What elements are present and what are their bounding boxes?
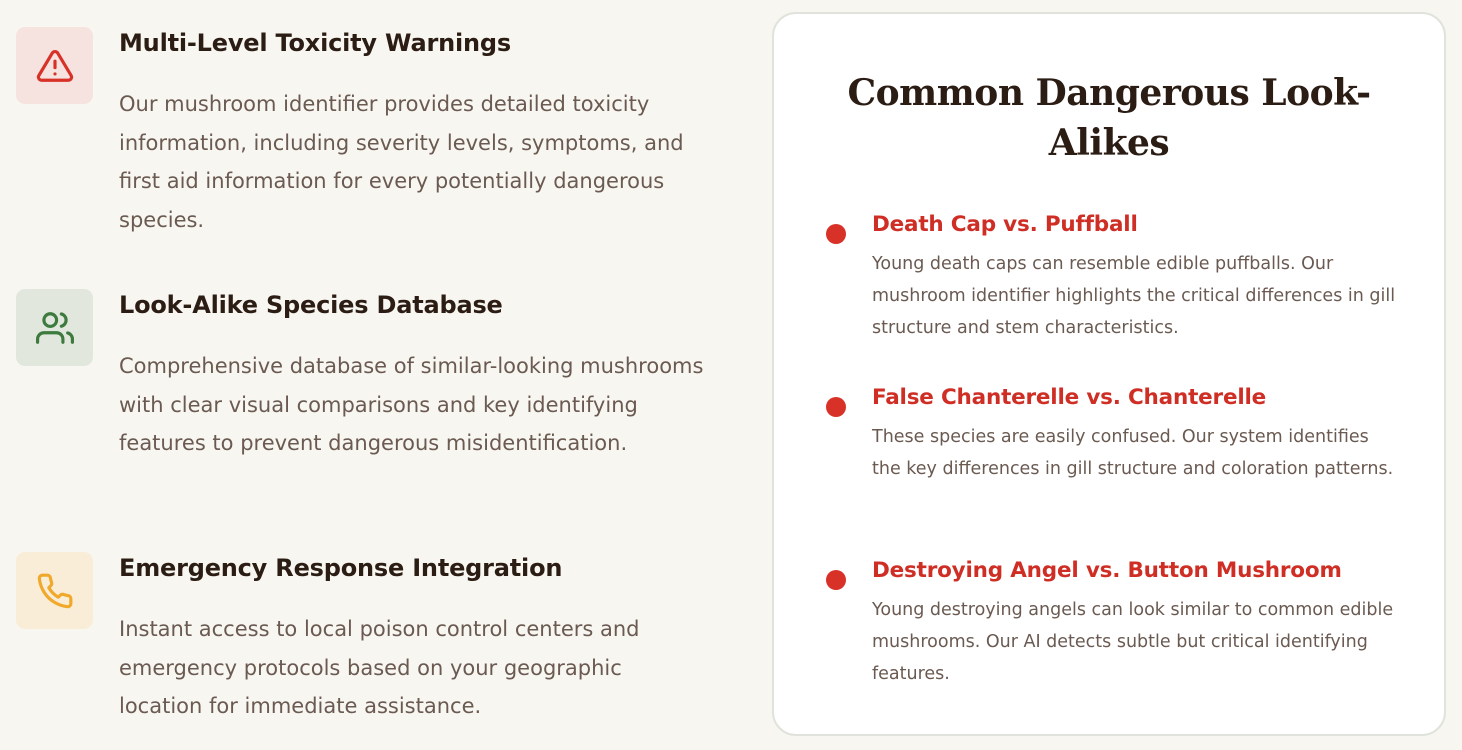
lookalike-item-description: Young destroying angels can look similar to common edible mushrooms. Our AI detects subtle but critical identifying features. [872,600,1394,684]
feature-title: Multi-Level Toxicity Warnings [119,29,511,57]
toxicity-icon-box [16,27,93,104]
feature-description: Comprehensive database of similar-looking mushrooms with clear visual comparisons and key identifying features to prevent dangerous misidentification. [119,354,704,455]
lookalike-item-title: False Chanterelle vs. Chanterelle [872,385,1267,410]
lookalikes-card [772,12,1446,736]
bullet-dot-icon [826,397,846,417]
bullet-dot-icon [826,570,846,590]
lookalikes-title: Common Dangerous Look-Alikes [847,72,1371,164]
lookalike-item-title: Destroying Angel vs. Button Mushroom [872,558,1342,583]
users-icon [36,309,74,347]
lookalike-icon-box [16,289,93,366]
lookalike-item-description: Young death caps can resemble edible puffballs. Our mushroom identifier highlights the critical differences in gill structure and stem characteristics. [872,254,1396,338]
emergency-icon-box [16,552,93,629]
phone-icon [36,572,74,610]
lookalike-item-title: Death Cap vs. Puffball [872,212,1138,237]
lookalike-item-description: These species are easily confused. Our system identifies the key differences in gill structure and coloration patterns. [872,427,1394,479]
bullet-dot-icon [826,224,846,244]
feature-description: Instant access to local poison control centers and emergency protocols based on your geographic location for immediate assistance. [119,617,640,718]
feature-title: Look-Alike Species Database [119,291,503,319]
feature-description: Our mushroom identifier provides detailed toxicity information, including severity levels, symptoms, and first aid information for every potentially dangerous species. [119,92,684,232]
feature-title: Emergency Response Integration [119,554,563,582]
warning-triangle-icon [36,47,74,85]
